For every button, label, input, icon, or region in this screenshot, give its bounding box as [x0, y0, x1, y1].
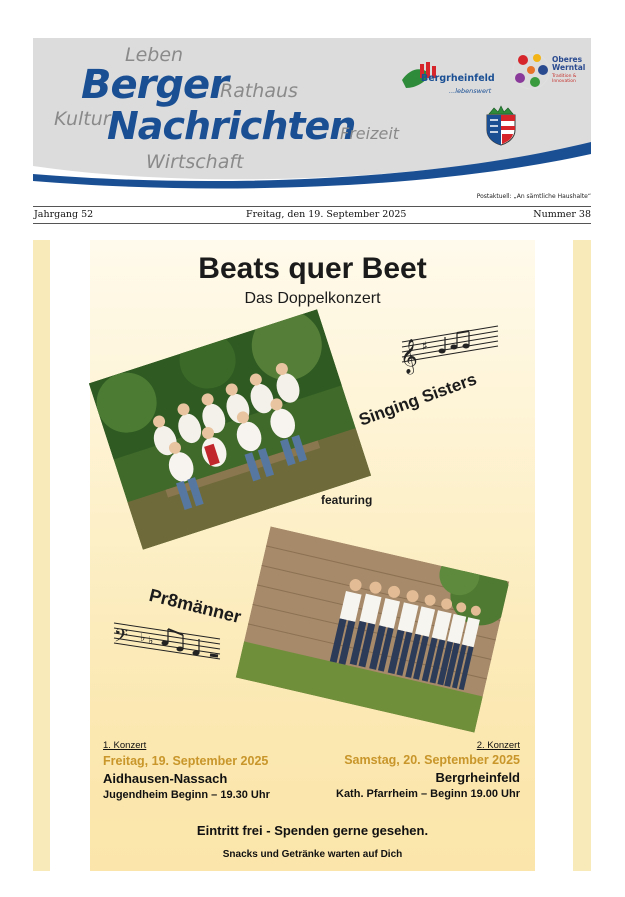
issue-volume: Jahrgang 52	[34, 209, 94, 220]
pr8maenner-label: Pr8männer	[147, 584, 244, 628]
svg-text:♭: ♭	[148, 634, 154, 647]
masthead	[33, 38, 591, 189]
concert1-date: Freitag, 19. September 2025	[103, 754, 269, 768]
masthead-word-wirtschaft: Wirtschaft	[146, 151, 244, 173]
oberes-werntal-logo-name	[552, 56, 585, 72]
oberes-werntal-logo-sub	[552, 74, 576, 84]
issue-number: Nummer 38	[533, 209, 591, 220]
svg-text:♭: ♭	[140, 631, 146, 644]
postaktuell-note: Postaktuell: „An sämtliche Haushalte“	[476, 193, 591, 200]
masthead-word-rathaus: Rathaus	[220, 80, 298, 102]
concert2-date: Samstag, 20. September 2025	[344, 753, 520, 767]
concert2-place: Bergrheinfeld	[435, 770, 520, 785]
masthead-title-nachrichten: Nachrichten	[107, 104, 356, 148]
concert2-label: 2. Konzert	[476, 740, 520, 751]
bergrheinfeld-logo-name: Bergrheinfeld	[421, 73, 495, 84]
concert2-info: Kath. Pfarrheim – Beginn 19.00 Uhr	[336, 788, 520, 800]
oberes-werntal-sub2: Innovation	[552, 79, 576, 84]
music-staff-treble-icon	[398, 314, 500, 378]
masthead-word-freizeit: Freizeit	[340, 124, 400, 143]
coat-of-arms-icon	[485, 104, 517, 146]
bergrheinfeld-logo-slogan: ...lebenswert	[449, 87, 492, 95]
concert1-info: Jugendheim Beginn – 19.30 Uhr	[103, 789, 270, 801]
oberes-werntal-sub1: Tradition &	[552, 74, 577, 79]
poster-title: Beats quer Beet	[198, 252, 427, 285]
pr8maenner-photo	[236, 526, 510, 732]
concert1-label: 1. Konzert	[103, 740, 147, 751]
masthead-title-berger: Berger	[81, 62, 228, 108]
masthead-word-kultur: Kultur	[54, 108, 111, 130]
issue-date: Freitag, den 19. September 2025	[246, 209, 407, 220]
svg-text:𝄢: 𝄢	[114, 626, 129, 651]
snacks-note: Snacks und Getränke warten auf Dich	[222, 849, 403, 860]
poster-margin-left	[33, 240, 50, 871]
svg-text:𝄞: 𝄞	[400, 339, 418, 374]
music-staff-bass-icon	[110, 615, 222, 675]
oberes-werntal-logo	[511, 50, 551, 92]
masthead-word-leben: Leben	[125, 44, 184, 66]
poster-subtitle: Das Doppelkonzert	[244, 290, 381, 307]
concert-poster	[90, 240, 535, 871]
concert1-place: Aidhausen-Nassach	[103, 771, 228, 786]
featuring-label: featuring	[321, 493, 373, 507]
oberes-werntal-line1: Oberes	[552, 55, 583, 64]
poster-margin-right	[573, 240, 591, 871]
entry-note: Eintritt frei - Spenden gerne gesehen.	[196, 823, 429, 838]
header-rule-top	[33, 206, 591, 207]
singing-sisters-label: Singing Sisters	[356, 369, 480, 430]
singing-sisters-photo	[89, 309, 371, 550]
svg-text:♯: ♯	[422, 339, 428, 353]
oberes-werntal-line2: Werntal	[552, 63, 586, 72]
header-rule-bottom	[33, 223, 591, 224]
